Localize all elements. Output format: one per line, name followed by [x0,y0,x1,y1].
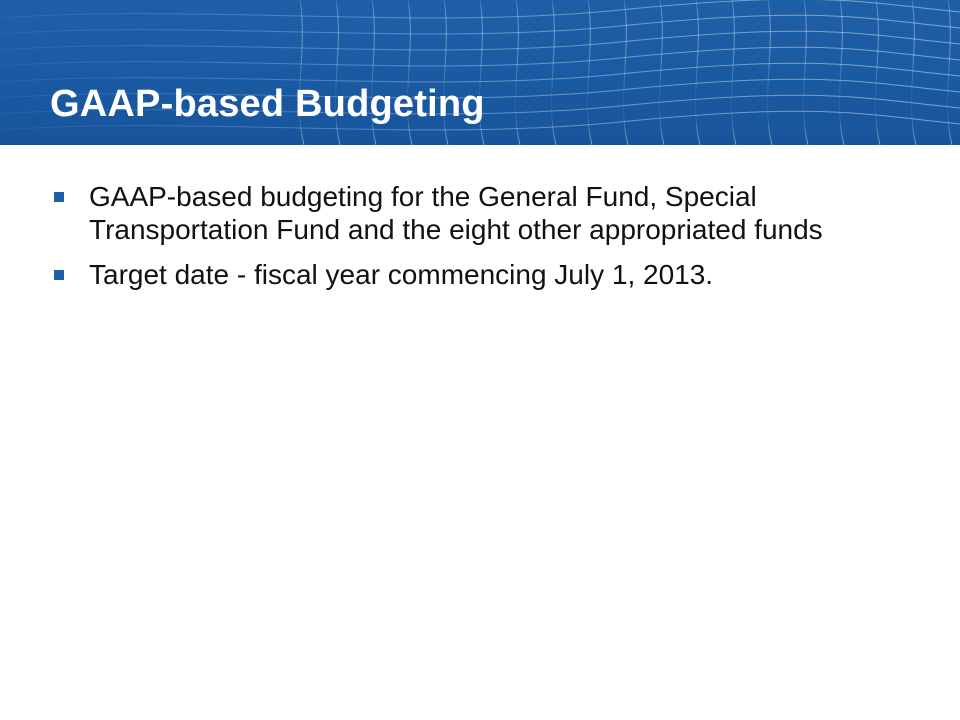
bullet-text: Target date - fiscal year commencing July 1, 2013. [89,259,714,290]
bullet-list [50,180,910,303]
slide-title: GAAP-based Budgeting [50,83,485,125]
bullet-item [50,258,910,291]
square-bullet-icon [54,192,64,202]
bullet-text: GAAP-based budgeting for the General Fund, Special Transportation Fund and the eight other appropriated funds [89,181,823,245]
header-band [0,0,960,145]
bullet-item [50,180,910,246]
square-bullet-icon [54,270,64,280]
